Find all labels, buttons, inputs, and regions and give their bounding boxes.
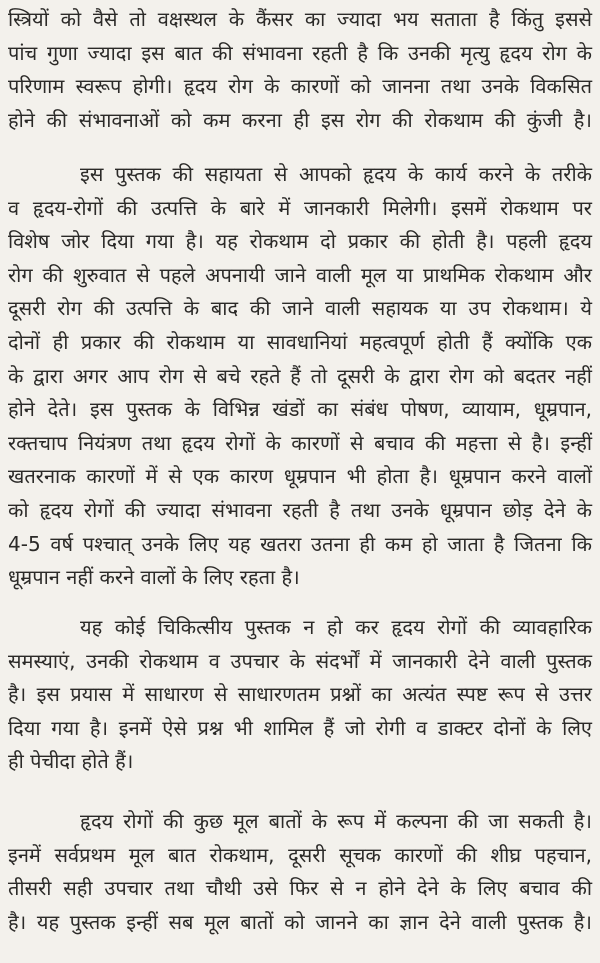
text-line: है। यह पुस्तक इन्हीं सब मूल बातों को जानने का ज्ञान देने वाली पुस्तक है।: [8, 909, 592, 934]
text-line: है। इस प्रयास में साधारण से साधारणतम प्रश्नों का अत्यंत स्पष्ट रूप से उत्तर: [8, 682, 592, 707]
text-line: व हृदय-रोगों की उत्पत्ति के बारे में जानकारी मिलेगी। इसमें रोकथाम पर: [8, 195, 592, 220]
text-line: इनमें सर्वप्रथम मूल बात रोकथाम, दूसरी सूचक कारणों की शीघ्र पहचान,: [8, 842, 592, 867]
text-line: इस पुस्तक की सहायता से आपको हृदय के कार्य करने के तरीके: [80, 162, 592, 186]
text-line: विशेष जोर दिया गया है। यह रोकथाम दो प्रकार की होती है। पहली हृदय: [8, 229, 592, 254]
text-line: समस्याएं, उनकी रोकथाम व उपचार के संदर्भों में जानकारी देने वाली पुस्तक: [8, 648, 592, 673]
paragraph-2: [8, 158, 592, 595]
text-line: दूसरी रोग की उत्पत्ति के बाद की जाने वाली सहायक या उप रोकथाम। ये: [8, 296, 592, 321]
text-line: खतरनाक कारणों में से एक कारण धूम्रपान भी होता है। धूम्रपान करने वालों: [8, 464, 592, 489]
text-line: परिणाम स्वरूप होगी। हृदय रोग के कारणों को जानना तथा उनके विकसित: [8, 74, 592, 99]
text-line: 4-5 वर्ष पश्चात् उनके लिए यह खतरा उतना ही कम हो जाता है जितना कि: [8, 531, 592, 556]
text-line: स्त्रियों को वैसे तो वक्षस्थल के कैंसर का ज्यादा भय सताता है किंतु इससे: [8, 7, 592, 31]
paragraph-1: [8, 3, 592, 137]
text-line: पांच गुणा ज्यादा इस बात की संभावना रहती है कि उनकी मृत्यु हृदय रोग के: [8, 40, 592, 65]
text-line: यह कोई चिकित्सीय पुस्तक न हो कर हृदय रोगों की व्यावहारिक: [80, 615, 592, 639]
text-line: रोग की शुरुवात से पहले अपनायी जाने वाली मूल या प्राथमिक रोकथाम और: [8, 262, 592, 287]
text-line: दोनों ही प्रकार की रोकथाम या सावधानियां महत्वपूर्ण होती हैं क्योंकि एक: [8, 329, 592, 354]
paragraph-4: [8, 805, 592, 939]
text-line: धूम्रपान नहीं करने वालों के लिए रहता है।: [8, 565, 300, 590]
text-line: के द्वारा अगर आप रोग से बचे रहते हैं तो दूसरी के द्वारा रोग को बदतर नहीं: [8, 363, 592, 388]
paragraph-3: [8, 611, 592, 779]
text-line: दिया गया है। इनमें ऐसे प्रश्न भी शामिल हैं जो रोगी व डाक्टर दोनों के लिए: [8, 715, 592, 740]
text-line: को हृदय रोगों की ज्यादा संभावना रहती है तथा उनके धूम्रपान छोड़ देने के: [8, 497, 592, 522]
text-line: ही पेचीदा होते हैं।: [8, 749, 134, 774]
text-line: हृदय रोगों की कुछ मूल बातों के रूप में कल्पना की जा सकती है।: [80, 809, 592, 833]
text-line: तीसरी सही उपचार तथा चौथी उसे फिर से न होने देने के लिए बचाव की: [8, 876, 592, 901]
text-line: होने की संभावनाओं को कम करना ही इस रोग की रोकथाम की कुंजी है।: [8, 107, 592, 132]
text-line: रक्तचाप नियंत्रण तथा हृदय रोगों के कारणों से बचाव की महत्ता से है। इन्हीं: [8, 430, 592, 455]
text-line: होने देते। इस पुस्तक के विभिन्न खंडों का संबंध पोषण, व्यायाम, धूम्रपान,: [8, 397, 592, 422]
